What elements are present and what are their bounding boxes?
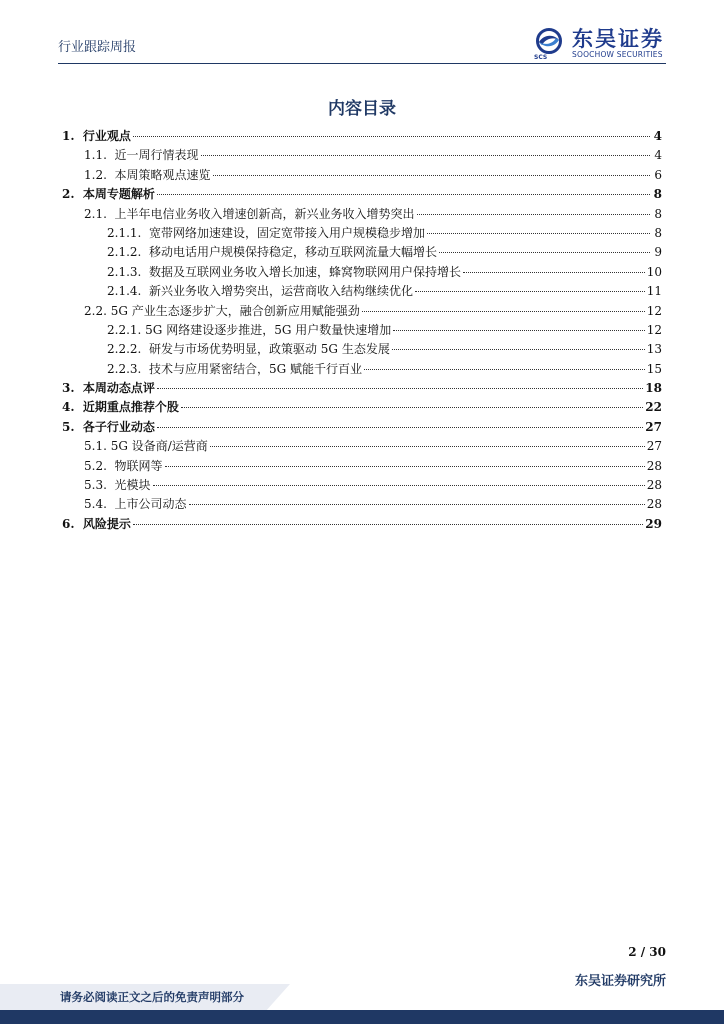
toc-entry-title: 近期重点推荐个股 (82, 400, 179, 415)
logo-text (572, 28, 664, 60)
toc-entry-number: 5.4. (84, 497, 115, 512)
toc-entry[interactable] (62, 379, 662, 398)
toc-entry-number: 2.2.3. (107, 361, 149, 376)
toc-entry-page: 4 (654, 148, 662, 163)
toc-leader-dots (133, 136, 650, 137)
toc-entry-number: 5.2. (84, 458, 115, 473)
toc-leader-dots (189, 504, 645, 505)
toc-entry-number: 2. (62, 187, 83, 202)
toc-leader-dots (157, 427, 643, 428)
toc-entry-number: 5.1. (84, 439, 111, 454)
toc-leader-dots (181, 407, 643, 408)
toc-leader-dots (415, 291, 645, 292)
toc-entry-page: 18 (645, 381, 662, 396)
toc-entry-title: 本周专题解析 (82, 187, 155, 202)
brand-logo (532, 28, 664, 60)
toc-entry[interactable] (62, 340, 662, 359)
toc-entry[interactable] (62, 302, 662, 321)
toc-leader-dots (362, 311, 645, 312)
logo-abbr: SCS (534, 54, 548, 61)
toc-entry[interactable] (62, 282, 662, 301)
toc-entry-page: 8 (654, 225, 662, 240)
toc-entry[interactable] (62, 476, 662, 495)
toc-title: 内容目录 (328, 99, 396, 119)
disclaimer-text: 请务必阅读正文之后的免责声明部分 (60, 990, 244, 1004)
toc-leader-dots (417, 214, 650, 215)
toc-entry-number: 2.2.2. (107, 342, 149, 357)
toc-entry[interactable] (62, 398, 662, 417)
toc-entry-page: 28 (646, 478, 662, 493)
toc-entry-number: 3. (62, 381, 83, 396)
toc-entry[interactable] (62, 127, 662, 146)
toc-entry-title: 5G 产业生态逐步扩大，融合创新应用赋能强劲 (110, 303, 360, 318)
toc-leader-dots (153, 485, 645, 486)
toc-entry-page: 4 (653, 129, 662, 143)
toc-entry-number: 2.1.2. (107, 245, 149, 260)
toc-entry-page: 8 (653, 187, 662, 202)
toc-entry-number: 1. (62, 129, 83, 143)
toc-entry[interactable] (62, 418, 662, 437)
report-type-label: 行业跟踪周报 (58, 40, 137, 55)
toc-entry-number: 2.2.1. (107, 322, 146, 337)
toc-entry[interactable] (62, 495, 662, 514)
footer-bar (0, 1010, 724, 1024)
toc-leader-dots (133, 524, 643, 525)
toc-entry[interactable] (62, 515, 662, 534)
toc-entry-number: 2.1.4. (107, 284, 149, 299)
toc-entry-title: 新兴业务收入增势突出，运营商收入结构继续优化 (148, 284, 413, 299)
toc-leader-dots (201, 155, 650, 156)
toc-entry-page: 28 (646, 458, 662, 473)
toc-entry-page: 22 (645, 400, 662, 415)
toc-entry-title: 宽带网络加速建设，固定宽带接入用户规模稳步增加 (148, 225, 425, 240)
toc-entry[interactable] (62, 205, 662, 224)
toc-leader-dots (392, 349, 645, 350)
toc-entry-number: 5. (62, 419, 83, 434)
toc-entry-title: 研发与市场优势明显，政策驱动 5G 生态发展 (148, 342, 390, 357)
toc-leader-dots (393, 330, 644, 331)
toc-entry-title: 物联网等 (114, 458, 163, 473)
toc-leader-dots (210, 446, 645, 447)
toc-entry-number: 4. (62, 400, 83, 415)
logo-name-en: SOOCHOW SECURITIES (572, 50, 663, 59)
toc-entry[interactable] (62, 166, 662, 185)
toc-list (62, 127, 662, 534)
toc-entry-page: 9 (654, 245, 662, 260)
toc-entry-number: 2.1.3. (107, 264, 149, 279)
toc-leader-dots (213, 175, 650, 176)
toc-entry-title: 各子行业动态 (82, 419, 155, 434)
toc-entry-number: 5.3. (84, 478, 115, 493)
toc-entry-title: 上市公司动态 (114, 497, 187, 512)
logo-mark-icon (532, 28, 566, 60)
toc-entry-number: 1.2. (84, 167, 115, 182)
toc-entry[interactable] (62, 243, 662, 262)
toc-entry[interactable] (62, 360, 662, 379)
toc-leader-dots (364, 369, 645, 370)
toc-entry-page: 6 (654, 167, 662, 182)
toc-leader-dots (165, 466, 645, 467)
toc-leader-dots (439, 252, 650, 253)
toc-entry-title: 本周动态点评 (82, 381, 155, 396)
institute-name: 东吴证券研究所 (574, 974, 666, 989)
toc-entry-title: 移动电话用户规模保持稳定，移动互联网流量大幅增长 (148, 245, 437, 260)
logo-name-cn: 东吴证券 (572, 27, 664, 51)
toc-entry-title: 数据及互联网业务收入增长加速，蜂窝物联网用户保持增长 (148, 264, 461, 279)
toc-entry-title: 行业观点 (82, 129, 131, 143)
toc-entry-title: 5G 设备商/运营商 (110, 439, 208, 454)
toc-entry-title: 风险提示 (82, 516, 131, 531)
toc-leader-dots (463, 272, 645, 273)
toc-entry-page: 28 (646, 497, 662, 512)
toc-entry-title: 上半年电信业务收入增速创新高，新兴业务收入增势突出 (114, 206, 415, 221)
toc-entry-page: 12 (646, 303, 662, 318)
toc-entry-page: 8 (654, 206, 662, 221)
toc-leader-dots (427, 233, 650, 234)
toc-entry-page: 29 (645, 516, 662, 531)
toc-entry[interactable] (62, 437, 662, 456)
toc-entry-page: 27 (645, 419, 662, 434)
toc-entry-page: 10 (646, 264, 662, 279)
toc-entry-page: 13 (646, 342, 662, 357)
toc-entry[interactable] (62, 263, 662, 282)
toc-entry-number: 2.2. (84, 303, 111, 318)
toc-entry-title: 技术与应用紧密结合，5G 赋能千行百业 (148, 361, 363, 376)
toc-entry[interactable] (62, 457, 662, 476)
toc-entry[interactable] (62, 321, 662, 340)
toc-entry-title: 近一周行情表现 (114, 148, 199, 163)
toc-entry-number: 6. (62, 516, 83, 531)
toc-entry-page: 15 (646, 361, 662, 376)
header-rule (58, 63, 666, 64)
toc-entry-page: 12 (646, 322, 662, 337)
toc-entry-number: 2.1.1. (107, 225, 149, 240)
toc-entry-number: 1.1. (84, 148, 115, 163)
toc-entry-title: 本周策略观点速览 (114, 167, 211, 182)
page-number: 2 / 30 (628, 945, 666, 959)
toc-entry[interactable] (62, 146, 662, 165)
toc-entry-page: 27 (646, 439, 662, 454)
toc-entry[interactable] (62, 224, 662, 243)
toc-entry-page: 11 (646, 284, 662, 299)
toc-entry[interactable] (62, 185, 662, 204)
toc-entry-title: 5G 网络建设逐步推进，5G 用户数量快速增加 (145, 322, 392, 337)
toc-leader-dots (157, 388, 643, 389)
toc-entry-number: 2.1. (84, 206, 115, 221)
toc-leader-dots (157, 194, 650, 195)
toc-entry-title: 光模块 (114, 478, 151, 493)
